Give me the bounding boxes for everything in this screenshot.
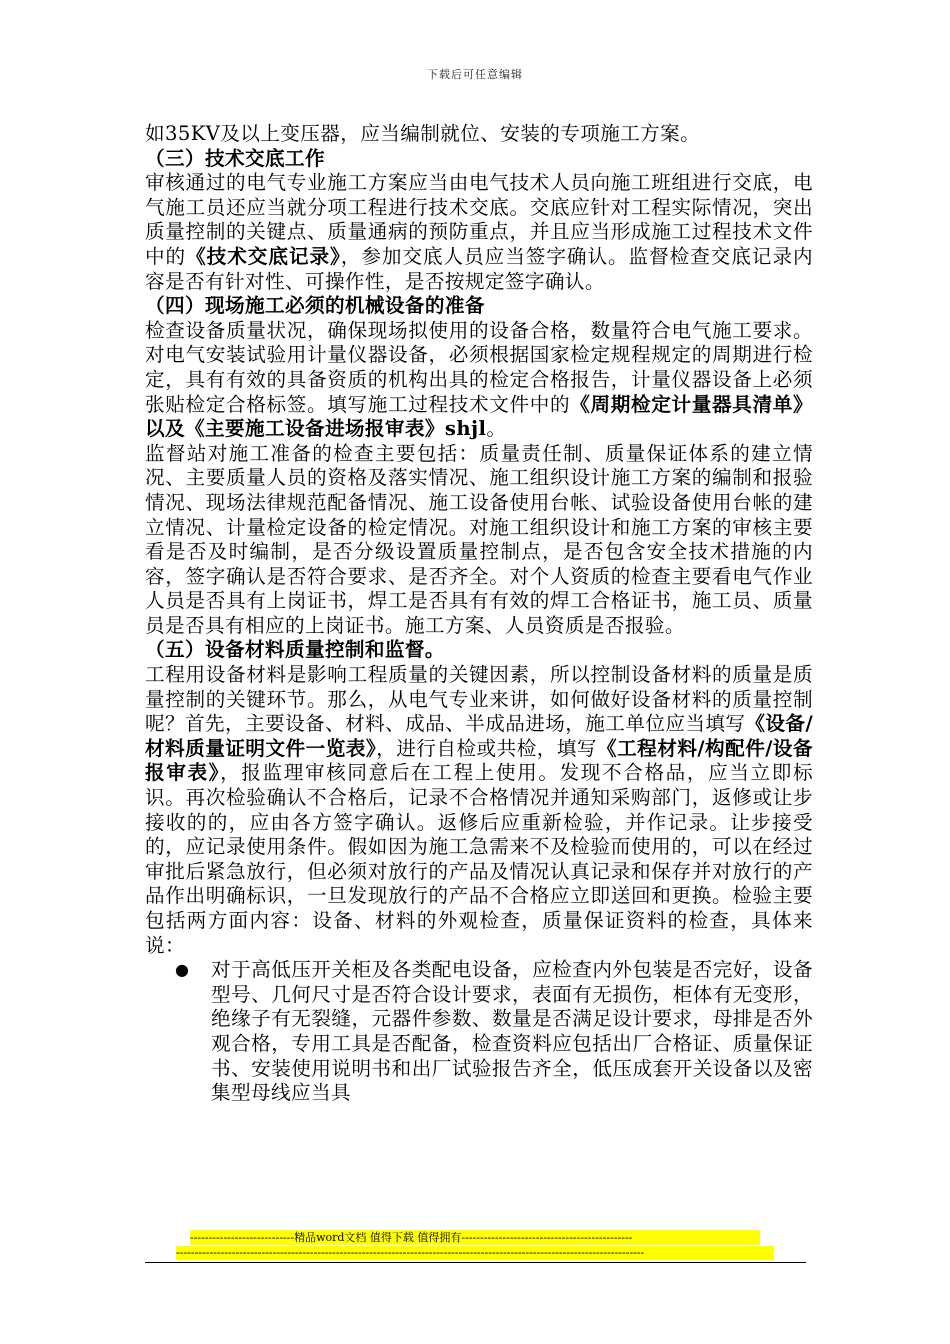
heading-technical-briefing: （三）技术交底工作 <box>145 146 325 170</box>
text-run: ，报监理审核同意后在工程上使用。发现不合格品，应当立即标识。再次检验确认不合格后，记录不合格情况并通知采购部门，返修或让步接收的的，应由各方签字确认。返修后应重新检验，并作记录。让步接受的，应记录使用条件。假如因为施工急需来不及检验而使用的，可以在经过审批后紧急放行，但必须对放行的产品及情况认真记录和保存并对放行的产品作出明确标识，一旦发现放行的产品不合格应立即送回和更换。检验主要包括两方面内容：设备、材料的外观检查，质量保证资料的检查，具体来说： <box>145 761 813 957</box>
paragraph-transformer: 如35KV及以上变压器，应当编制就位、安装的专项施工方案。 <box>145 122 701 145</box>
document-body <box>145 122 813 1106</box>
heading-material-quality: （五）设备材料质量控制和监督。 <box>145 638 445 662</box>
text-run: ，进行自检或共检，填写 <box>376 736 598 760</box>
footer-dash-line: ------------------------------------------------------------------------------------------------------------------------------ <box>176 1246 774 1260</box>
heading-equipment-preparation: （四）现场施工必须的机械设备的准备 <box>145 294 485 318</box>
footer-banner-line: ----------------------------精品word文档 值得下载 值得拥有---------------------------------------------- <box>190 1230 760 1245</box>
paragraph-equipment-preparation <box>145 319 813 442</box>
text-run: ，参加交底人员应当签字确认。监督检查交底记录内容是否有针对性、可操作性，是否按规定签字确认。 <box>145 244 814 293</box>
page-header: 下载后可任意编辑 <box>427 68 523 81</box>
document-title-bold: 《设备/材料质量证明文件一览表》 <box>145 712 814 760</box>
paragraph-technical-briefing <box>145 171 813 294</box>
document-title-bold: 《技术交底记录》 <box>186 244 341 268</box>
bullet-text: 对于高低压开关柜及各类配电设备，应检查内外包装是否完好，设备型号、几何尺寸是否符合设计要求，表面有无损伤，柜体有无变形，绝缘子有无裂缝，元器件参数、数量是否满足设计要求，母排是否外观合格，专用工具是否配备，检查资料应包括出厂合格证、质量保证书、安装使用说明书和出厂试验报告齐全，低压成套开关设备以及密集型母线应当具 <box>211 958 813 1105</box>
document-title-bold: 《周期检定计量器具清单》以及《主要施工设备进场报审表》shjl <box>145 392 813 441</box>
paragraph-supervision-check: 监督站对施工准备的检查主要包括：质量责任制、质量保证体系的建立情况、主要质量人员的资格及落实情况、施工组织设计施工方案的编制和报验情况、现场法律规范配备情况、施工设备使用台帐、试验设备使用台帐的建立情况、计量检定设备的检定情况。对施工组织设计和施工方案的审核主要看是否及时编制，是否分级设置质量控制点，是否包含安全技术措施的内容，签字确认是否符合要求、是否齐全。对个人资质的检查主要看电气作业人员是否具有上岗证书，焊工是否具有有效的焊工合格证书，施工员、质量员是否具有相应的上岗证书。施工方案、人员资质是否报验。 <box>145 441 813 637</box>
text-run: 工程用设备材料是影响工程质量的关键因素，所以控制设备材料的质量是质量控制的关键环节。那么，从电气专业来讲，如何做好设备材料的质量控制呢？首先，主要设备、材料、成品、半成品进场，施工单位应当填写 <box>145 663 813 736</box>
bullet-item-switchgear <box>175 958 813 1106</box>
footer-divider <box>145 1262 806 1263</box>
paragraph-material-quality <box>145 663 813 958</box>
text-run: 。 <box>486 417 507 441</box>
document-title-bold: 《工程材料/构配件/设备报审表》 <box>145 736 813 785</box>
text-run: 审核通过的电气专业施工方案应当由电气技术人员向施工班组进行交底，电气施工员还应当就分项工程进行技术交底。交底应针对工程实际情况，突出质量控制的关键点、质量通病的预防重点，并且应当形成施工过程技术文件中的 <box>145 171 813 268</box>
bullet-dot-icon: ● <box>175 960 189 980</box>
text-run: 检查设备质量状况，确保现场拟使用的设备合格，数量符合电气施工要求。对电气安装试验用计量仪器设备，必须根据国家检定规程规定的周期进行检定，具有有效的具备资质的机构出具的检定合格报告，计量仪器设备上必须张贴检定合格标签。填写施工过程技术文件中的 <box>145 318 813 416</box>
